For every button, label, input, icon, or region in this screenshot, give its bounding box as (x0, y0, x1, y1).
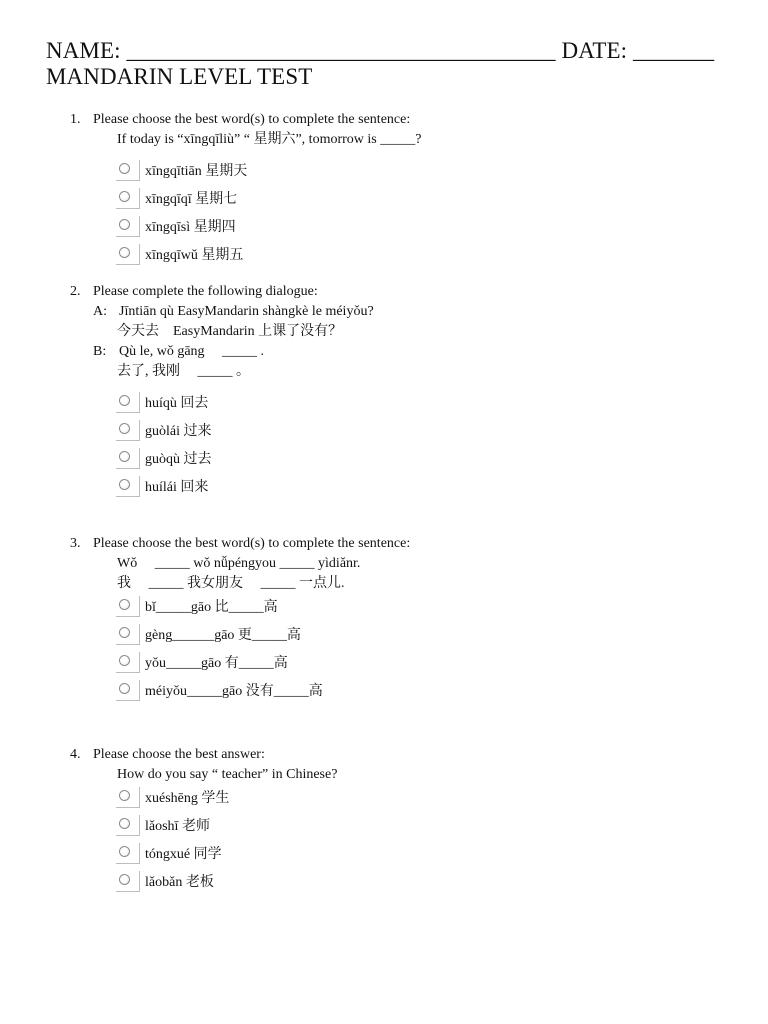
radio-circle-icon (119, 423, 130, 434)
option-label: huílái 回来 (145, 480, 209, 495)
dialogue-hanzi: 今天去 EasyMandarin 上课了没有？ (117, 324, 343, 339)
option-label: tóngxué 同学 (145, 847, 222, 862)
dialogue-speaker: B: (93, 344, 107, 359)
option-label: lǎoshī 老师 (145, 819, 210, 834)
option-label: xuéshēng 学生 (145, 791, 230, 806)
radio-button[interactable] (116, 420, 140, 441)
page-header (46, 38, 736, 90)
question-sentence: 我 _____ 我女朋友 _____ 一点儿. (117, 576, 345, 591)
dialogue-pinyin: Qù le, wǒ gāng _____ . (119, 344, 265, 359)
radio-button[interactable] (116, 160, 140, 181)
question-number: 2. (70, 284, 81, 299)
option-label: xīngqīqī 星期七 (145, 192, 238, 207)
question-prompt: Please complete the following dialogue: (93, 284, 318, 299)
radio-button[interactable] (116, 392, 140, 413)
option-label: xīngqītiān 星期天 (145, 164, 248, 179)
radio-circle-icon (119, 874, 130, 885)
radio-button[interactable] (116, 476, 140, 497)
option-label: xīngqīsì 星期四 (145, 220, 236, 235)
radio-button[interactable] (116, 188, 140, 209)
dialogue-speaker: A: (93, 304, 107, 319)
option-label: guòqù 过去 (145, 452, 212, 467)
question-prompt: Please choose the best word(s) to complete the sentence: (93, 536, 411, 551)
option-label: yǒu_____gāo 有_____高 (145, 656, 288, 671)
radio-circle-icon (119, 163, 130, 174)
radio-circle-icon (119, 479, 130, 490)
question-number: 4. (70, 747, 81, 762)
question-prompt: Please choose the best answer: (93, 747, 265, 762)
radio-button[interactable] (116, 244, 140, 265)
radio-button[interactable] (116, 843, 140, 864)
radio-circle-icon (119, 451, 130, 462)
option-label: bǐ_____gāo 比_____高 (145, 600, 278, 615)
radio-button[interactable] (116, 216, 140, 237)
radio-circle-icon (119, 818, 130, 829)
option-label: huíqù 回去 (145, 396, 209, 411)
radio-button[interactable] (116, 596, 140, 617)
option-label: gèng______gāo 更_____高 (145, 628, 301, 643)
radio-button[interactable] (116, 448, 140, 469)
option-label: xīngqīwǔ 星期五 (145, 248, 244, 263)
radio-button[interactable] (116, 815, 140, 836)
option-label: lǎobǎn 老板 (145, 875, 214, 890)
radio-button[interactable] (116, 871, 140, 892)
radio-circle-icon (119, 655, 130, 666)
radio-circle-icon (119, 683, 130, 694)
radio-button[interactable] (116, 652, 140, 673)
question-number: 3. (70, 536, 81, 551)
option-label: méiyǒu_____gāo 没有_____高 (145, 684, 323, 699)
question-sentence: How do you say “ teacher” in Chinese? (117, 767, 338, 782)
radio-circle-icon (119, 247, 130, 258)
radio-circle-icon (119, 790, 130, 801)
radio-circle-icon (119, 846, 130, 857)
page-title: MANDARIN LEVEL TEST (46, 64, 313, 89)
question-number: 1. (70, 112, 81, 127)
radio-circle-icon (119, 627, 130, 638)
name-date-line: NAME: _____________________________________ DATE: _______ (46, 38, 715, 63)
dialogue-hanzi: 去了, 我刚 _____ 。 (117, 364, 250, 379)
question-prompt: Please choose the best word(s) to complete the sentence: (93, 112, 411, 127)
radio-button[interactable] (116, 624, 140, 645)
radio-button[interactable] (116, 787, 140, 808)
radio-button[interactable] (116, 680, 140, 701)
radio-circle-icon (119, 395, 130, 406)
radio-circle-icon (119, 599, 130, 610)
option-label: guòlái 过来 (145, 424, 212, 439)
question-sentence: Wǒ _____ wǒ nǚpéngyou _____ yìdiǎnr. (117, 556, 361, 571)
radio-circle-icon (119, 219, 130, 230)
question-sentence: If today is “xīngqīliù” “ 星期六”, tomorrow is _____? (117, 132, 422, 147)
dialogue-pinyin: Jīntiān qù EasyMandarin shàngkè le méiyǒu? (119, 304, 374, 319)
radio-circle-icon (119, 191, 130, 202)
